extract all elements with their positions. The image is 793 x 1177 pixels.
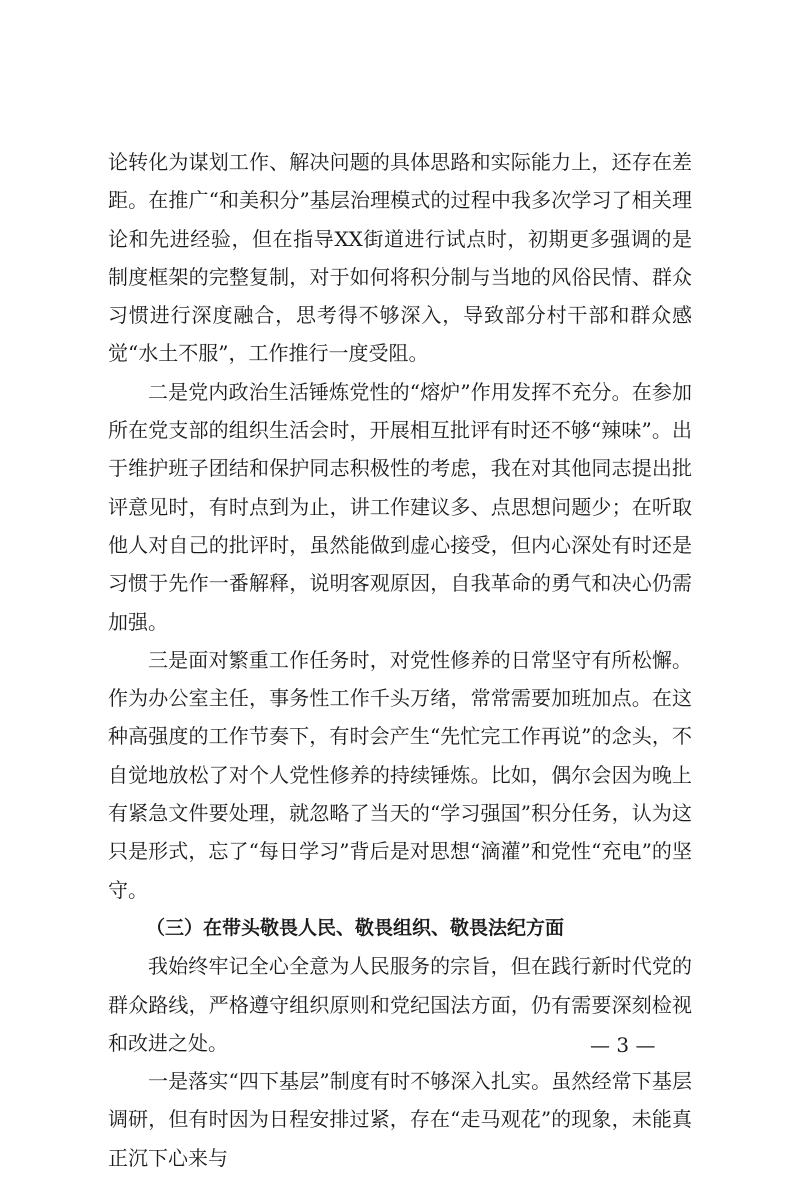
document-body (108, 143, 692, 1177)
paragraph-point-one: 一是落实“四下基层”制度有时不够深入扎实。虽然经常下基层调研，但有时因为日程安排过紧，存在“走马观花”的现象，未能真正沉下心来与 (108, 1069, 692, 1170)
paragraph-point-three: 三是面对繁重工作任务时，对党性修养的日常坚守有所松懈。作为办公室主任，事务性工作千头万绪，常常需要加班加点。在这种高强度的工作节奏下，有时会产生“先忙完工作再说”的念头，不自觉地放松了对个人党性修养的持续锤炼。比如，偶尔会因为晚上有紧急文件要处理，就忽略了当天的“学习强国”积分任务，认为这只是形式，忘了“每日学习”背后是对思想“滴灌”和党性“充电”的坚守。 (108, 647, 692, 902)
paragraph-point-two: 二是党内政治生活锤炼党性的“熔炉”作用发挥不充分。在参加所在党支部的组织生活会时，开展相互批评有时还不够“辣味”。出于维护班子团结和保护同志积极性的考虑，我在对其他同志提出批评意见时，有时点到为止，讲工作建议多、点思想问题少；在听取他人对自己的批评时，虽然能做到虚心接受，但内心深处有时还是习惯于先作一番解释，说明客观原因，自我革命的勇气和决心仍需加强。 (108, 379, 692, 634)
paragraph-continued: 论转化为谋划工作、解决问题的具体思路和实际能力上，还存在差距。在推广“和美积分”基层治理模式的过程中我多次学习了相关理论和先进经验，但在指导XX街道进行试点时，初期更多强调的是制度框架的完整复制，对于如何将积分制与当地的风俗民情、群众习惯进行深度融合，思考得不够深入，导致部分村干部和群众感觉“水土不服”，工作推行一度受阻。 (108, 150, 692, 366)
section-heading: （三）在带头敬畏人民、敬畏组织、敬畏法纪方面 (146, 916, 565, 939)
paragraph-section-intro: 我始终牢记全心全意为人民服务的宗旨，但在践行新时代党的群众路线，严格遵守组织原则和党纪国法方面，仍有需要深刻检视和改进之处。 (108, 954, 692, 1055)
page-number: — 3 — (590, 1033, 656, 1057)
